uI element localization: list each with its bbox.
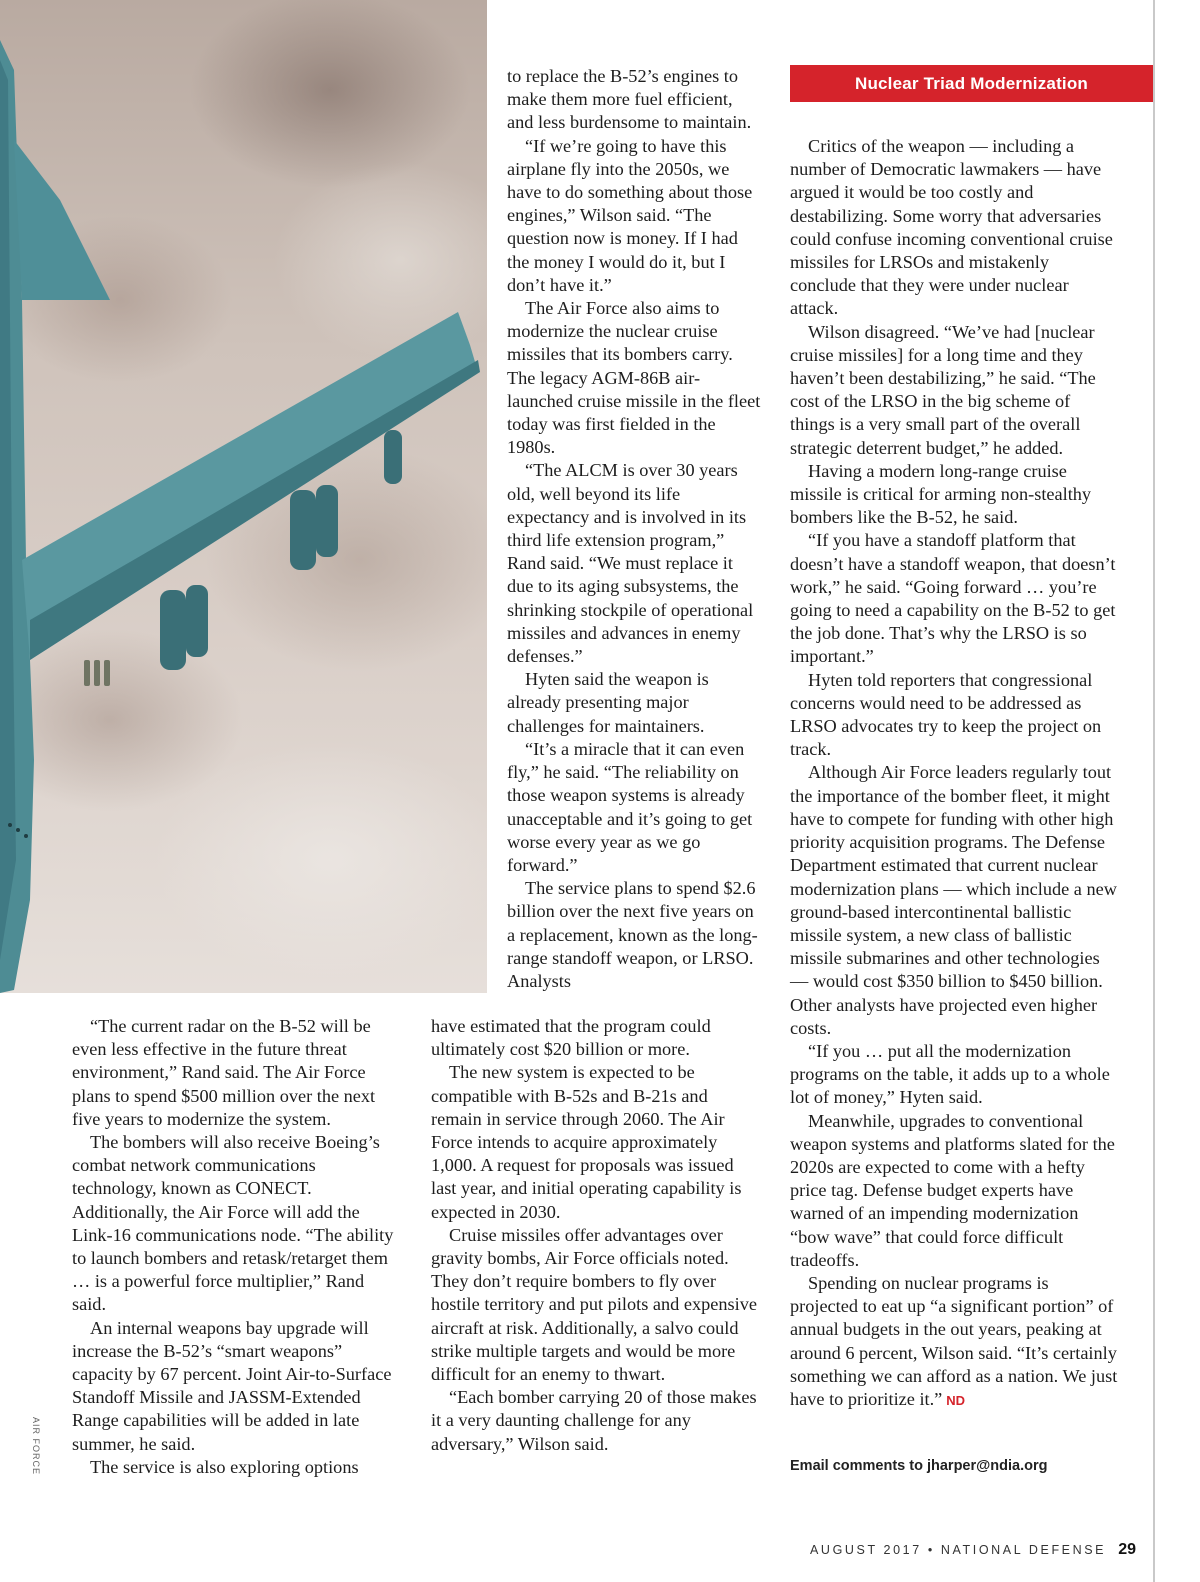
paragraph: Meanwhile, upgrades to conventional weapon systems and platforms slated for the 2020s are expected to come with a hefty price tag. Defense budget experts have warned of an impending modernization “bow wave” that could force difficult tradeoffs. (790, 1110, 1115, 1270)
paragraph: Having a modern long-range cruise missile is critical for arming non-stealthy bombers like the B-52, he said. (790, 460, 1092, 528)
page-number: 29 (1118, 1541, 1136, 1558)
paragraph: “The current radar on the B-52 will be even less effective in the future threat environment,” Rand said. The Air Force plans to spend $500 million over the next five years to modernize the system. (72, 1016, 376, 1129)
paragraph: to replace the B-52’s engines to make them more fuel efficient, and less burdensome to maintain. (507, 66, 752, 133)
paragraph: Although Air Force leaders regularly tout the importance of the bomber fleet, it might have to compete for funding with other high priority acquisition programs. The Defense Department estimated that current nuclear modernization plans — which include a new ground-based intercontinental ballistic missile system, a new class of ballistic missile submarines and other technologies — would cost $350 billion to $450 billion. Other analysts have projected even higher costs. (790, 762, 1117, 1038)
final-paragraph (790, 1272, 1119, 1412)
b52-bomber-photo (0, 0, 487, 993)
end-mark: ND (946, 1392, 966, 1408)
paragraph: “If you … put all the modernization programs on the table, it adds up to a whole lot of money,” Hyten said. (790, 1040, 1110, 1108)
paragraph: An internal weapons bay upgrade will increase the B-52’s “smart weapons” capacity by 67 percent. Joint Air-to-Surface Standoff Missile and JASSM-Extended Range capabilities will be added in late summer, he said. (72, 1317, 392, 1454)
photo-credit (24, 1417, 44, 1480)
footer-magazine: NATIONAL DEFENSE (940, 1543, 1107, 1557)
page-footer (810, 1541, 1136, 1559)
paragraph: The bombers will also receive Boeing’s combat network communications technology, known as CONECT. Additionally, the Air Force will add the Link-16 communications node. “The ability to launch bombers and retask/retarget them … is a powerful force multiplier,” Rand said. (72, 1132, 394, 1315)
paragraph: Wilson disagreed. “We’ve had [nuclear cruise missiles] for a long time and they haven’t been destabilizing,” he said. “The cost of the LRSO in the big scheme of things is a very small part of the overall strategic deterrent budget,” he added. (790, 321, 1096, 458)
paragraph: Critics of the weapon — including a number of Democratic lawmakers — have argued it would be too costly and destabilizing. Some worry that adversaries could confuse incoming conventional cruise missiles for LRSOs and mistakenly conclude that they were under nuclear attack. (790, 136, 1113, 319)
email-comments: Email comments to jharper@ndia.org (790, 1458, 1048, 1474)
photo-credit-text: AIR FORCE (31, 1417, 41, 1476)
footer-bullet: • (927, 1543, 935, 1557)
article-column-right (790, 135, 1119, 1412)
paragraph: The service is also exploring options (90, 1456, 359, 1477)
paragraph: The Air Force also aims to modernize the nuclear cruise missiles that its bombers carry. The legacy AGM-86B air-launched cruise missile in the fleet today was first fielded in the 1980s. (507, 298, 761, 458)
paragraph: “It’s a miracle that it can even fly,” he said. “The reliability on those weapon systems is already unacceptable and it’s going to get worse every year as we go forward.” (507, 738, 753, 875)
paragraph: have estimated that the program could ultimately cost $20 billion or more. (431, 1016, 711, 1060)
paragraph: “Each bomber carrying 20 of those makes it a very daunting challenge for any adversary,” Wilson said. (431, 1387, 757, 1454)
paragraph: Cruise missiles offer advantages over gravity bombs, Air Force officials noted. They don’t require bombers to fly over hostile territory and put pilots and expensive aircraft at risk. Additionally, a salvo could strike multiple targets and would be more difficult for an enemy to thwart. (431, 1224, 757, 1385)
article-column-middle-bottom (431, 1015, 763, 1456)
article-column-left (72, 1015, 402, 1479)
paragraph: “The ALCM is over 30 years old, well beyond its life expectancy and is involved in its third life extension program,” Rand said. “We must replace it due to its aging subsystems, the shrinking stockpile of operational missiles and advances in enemy defenses.” (507, 460, 754, 667)
paragraph: Hyten said the weapon is already presenting major challenges for maintainers. (507, 669, 709, 736)
final-paragraph-text: Spending on nuclear programs is projected to eat up “a significant portion” of annual budgets in the out years, peaking at around 6 percent, Wilson said. “It’s certainly something we can afford as a nation. We just have to prioritize it.” (790, 1272, 1118, 1409)
paragraph: Hyten told reporters that congressional concerns would need to be addressed as LRSO advocates try to keep the project on track. (790, 669, 1102, 760)
section-banner: Nuclear Triad Modernization (790, 65, 1153, 102)
paragraph: “If we’re going to have this airplane fly into the 2050s, we have to do something about those engines,” Wilson said. “The question now is money. If I had the money I would do it, but I don’t have it.” (507, 135, 753, 295)
footer-issue: AUGUST 2017 (810, 1543, 922, 1557)
bomber-illustration (0, 0, 487, 993)
page-edge-rule (1153, 0, 1155, 1582)
paragraph: The service plans to spend $2.6 billion over the next five years on a replacement, known as the long-range standoff weapon, or LRSO. Analysts (507, 878, 758, 991)
paragraph: The new system is expected to be compatible with B-52s and B-21s and remain in service through 2060. The Air Force intends to acquire approximately 1,000. A request for proposals was issued last year, and initial operating capability is expected in 2030. (431, 1062, 742, 1222)
paragraph: “If you have a standoff platform that doesn’t have a standoff weapon, that doesn’t work,” he said. “Going forward … you’re going to need a capability on the B-52 to get the job done. That’s why the LRSO is so important.” (790, 530, 1116, 667)
article-column-middle-top (507, 65, 763, 993)
